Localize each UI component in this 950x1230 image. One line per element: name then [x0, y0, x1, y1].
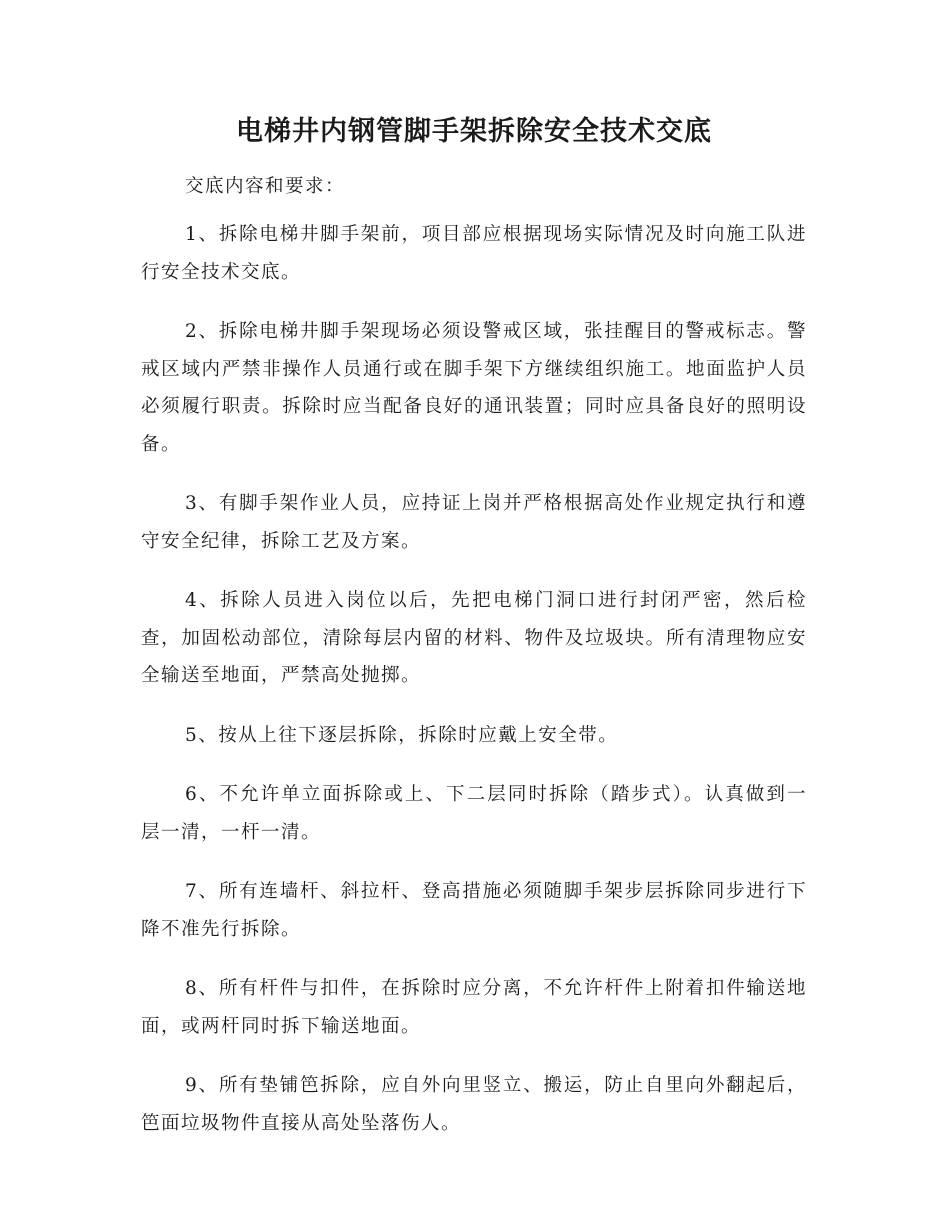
intro-heading: 交底内容和要求： — [185, 176, 346, 197]
clause-9: 9、所有垫铺笆拆除，应自外向里竖立、搬运，防止自里向外翻起后，笆面垃圾物件直接从高处坠落伤人。 — [141, 1075, 807, 1134]
clause-4: 4、拆除人员进入岗位以后，先把电梯门洞口进行封闭严密，然后检查，加固松动部位，清除每层内留的材料、物件及垃圾块。所有清理物应安全输送至地面，严禁高处抛掷。 — [141, 590, 807, 686]
clause-2: 2、拆除电梯井脚手架现场必须设警戒区域，张挂醒目的警戒标志。警戒区域内严禁非操作人员通行或在脚手架下方继续组织施工。地面监护人员必须履行职责。拆除时应当配备良好的通讯装置；同时应具备良好的照明设备。 — [141, 321, 807, 455]
clause-6: 6、不允许单立面拆除或上、下二层同时拆除（踏步式）。认真做到一层一清，一杆一清。 — [141, 784, 807, 843]
clause-7: 7、所有连墙杆、斜拉杆、登高措施必须随脚手架步层拆除同步进行下降不准先行拆除。 — [141, 881, 807, 940]
clause-5: 5、按从上往下逐层拆除，拆除时应戴上安全带。 — [185, 724, 619, 746]
document-page — [141, 112, 807, 1142]
clause-8: 8、所有杆件与扣件，在拆除时应分离，不允许杆件上附着扣件输送地面，或两杆同时拆下输送地面。 — [141, 978, 807, 1037]
clause-1: 1、拆除电梯井脚手架前，项目部应根据现场实际情况及时向施工队进行安全技术交底。 — [141, 224, 807, 283]
document-title: 电梯井内钢管脚手架拆除安全技术交底 — [236, 116, 712, 147]
clause-3: 3、有脚手架作业人员，应持证上岗并严格根据高处作业规定执行和遵守安全纪律，拆除工艺及方案。 — [141, 493, 807, 552]
